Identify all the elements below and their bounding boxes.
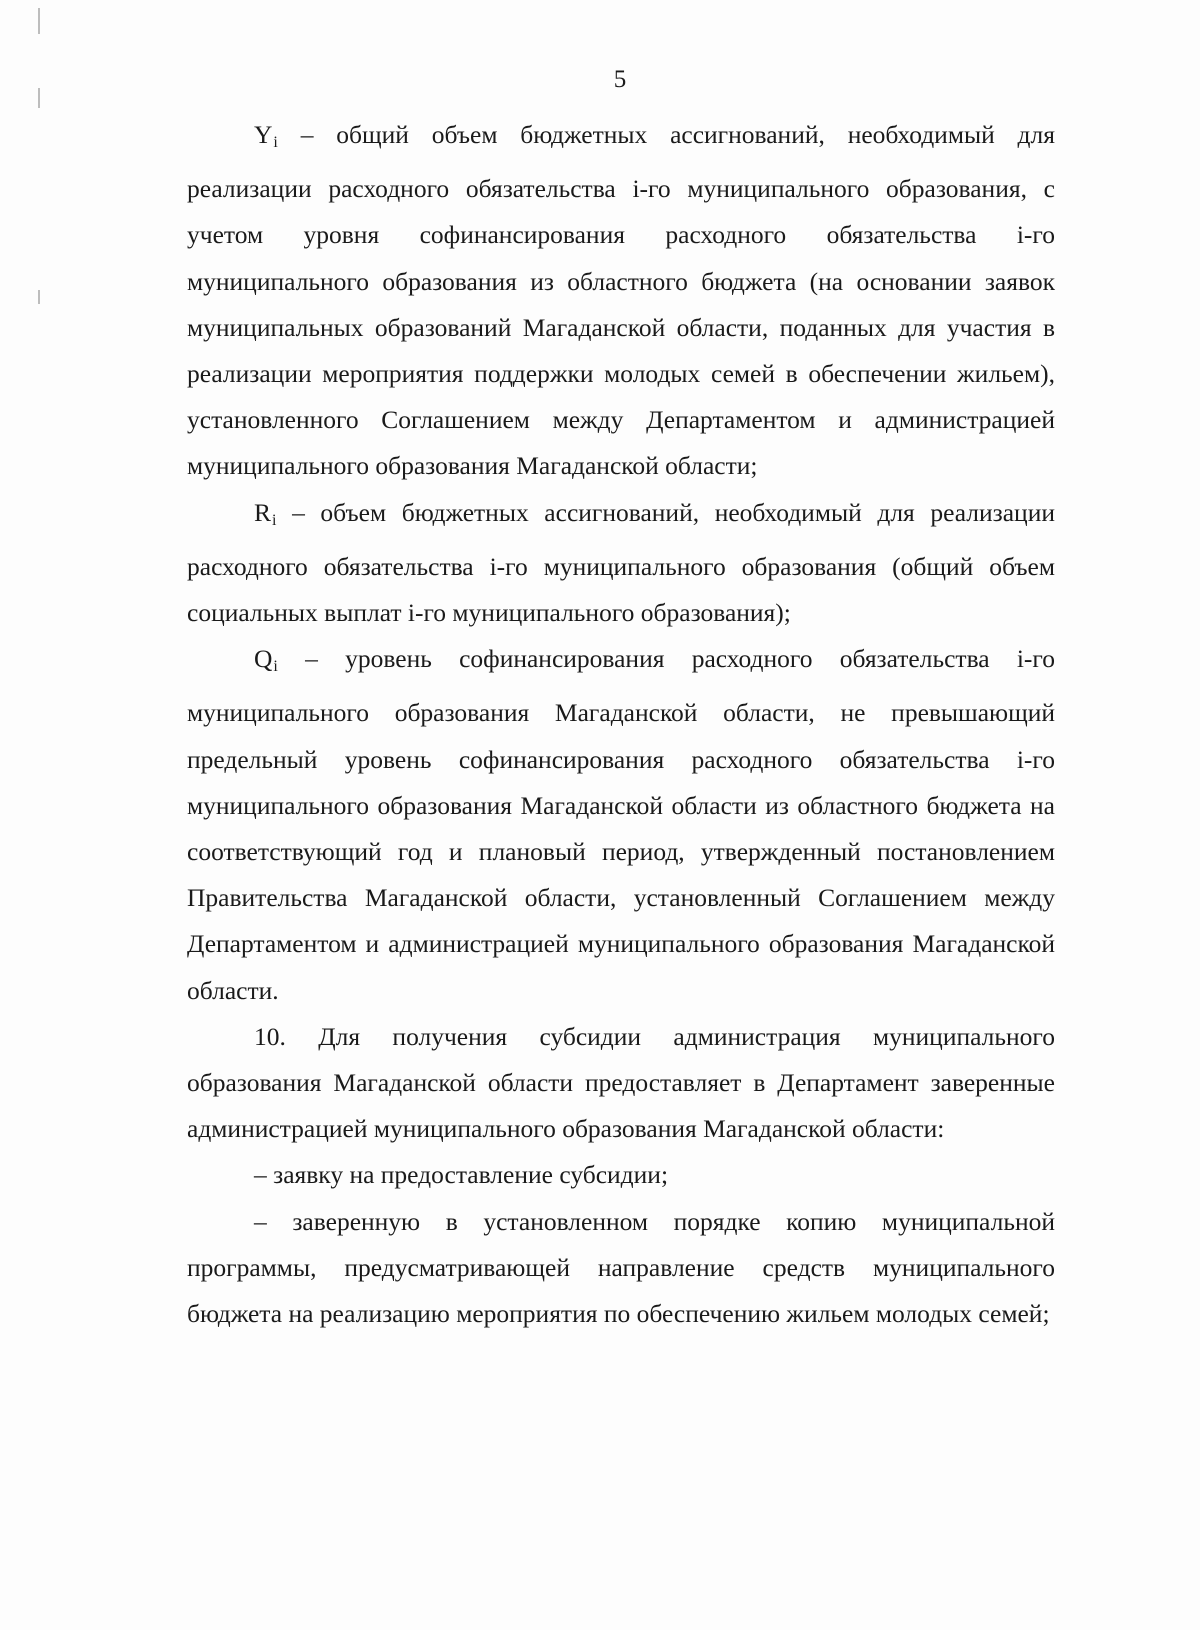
paragraph-item-10: 10. Для получения субсидии администрация муниципального образования Магаданской области предоставляет в Департамент заверенные администрацией муниципального образования Магаданской области: [187,1021,1055,1144]
list-item: – заявку на предоставление субсидии; [254,1160,669,1190]
paragraph-r-definition [187,490,1055,637]
list-item: – заверенную в установленном порядке копию муниципальной программы, предусматривающей направление средств муниципального бюджета на реализацию мероприятия по обеспечению жильем молодых семей; [187,1206,1055,1329]
symbol-r: R [254,497,272,527]
symbol-q: Q [254,644,273,674]
scan-artifact [38,8,40,34]
document-body [187,112,1055,1337]
scan-artifact [38,290,40,304]
paragraph-text: – объем бюджетных ассигнований, необходимый для реализации расходного обязательства i-го муниципального образования (общий объем социальных выплат i-го муниципального образования); [187,497,1055,628]
subscript-i: i [273,658,278,676]
page-number: 5 [613,66,627,93]
paragraph-y-definition [187,112,1055,490]
subscript-i: i [272,511,277,529]
subscript-i: i [273,134,278,151]
paragraph-text: – уровень софинансирования расходного обязательства i-го муниципального образования Магаданской области, не превышающий предельный уровень софинансирования расходного обязательства i-го муниципального образования Магаданской области из областного бюджета на соответствующий год и плановый период, утвержденный постановлением Правительства Магаданской области, установленный Соглашением между Департаментом и администрацией муниципального образования Магаданской области. [187,644,1055,1005]
paragraph-text: – общий объем бюджетных ассигнований, необходимый для реализации расходного обязательства i-го муниципального образования, с учетом уровня софинансирования расходного обязательства i-го муниципального образования из областного бюджета (на основании заявок муниципальных образований Магаданской области, поданных для участия в реализации мероприятия поддержки молодых семей в обеспечении жильем), установленного Соглашением между Департаментом и администрацией муниципального образования Магаданской области; [187,120,1055,481]
symbol-y: Y [254,120,273,149]
paragraph-q-definition [187,636,1055,1014]
